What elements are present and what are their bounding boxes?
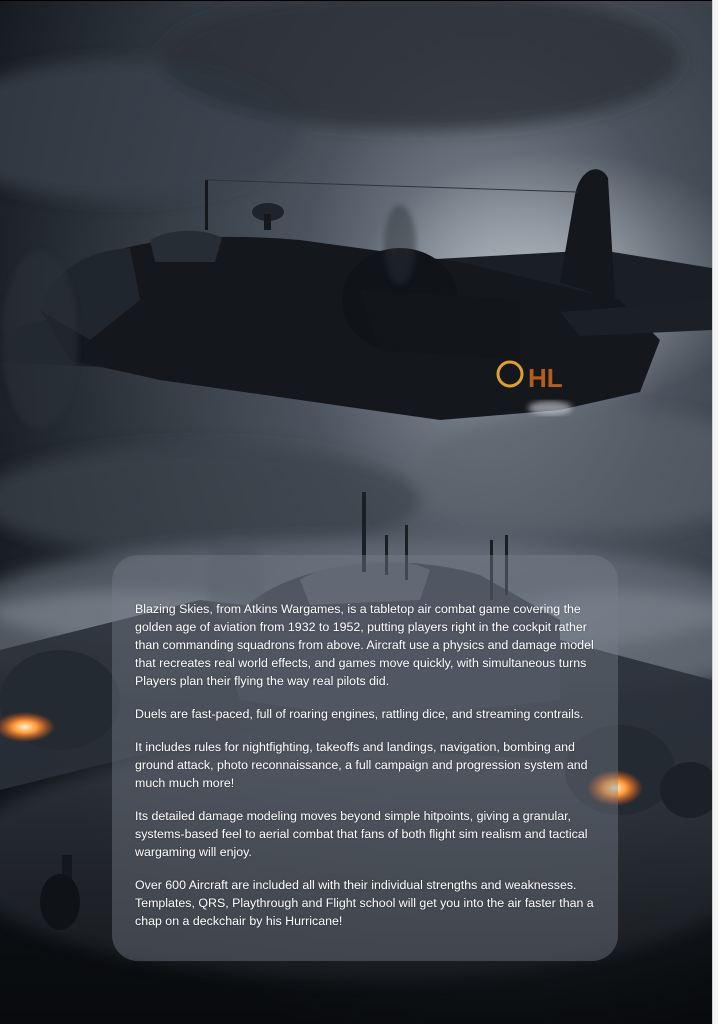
top-border: [0, 0, 712, 1]
description-paragraph-5: Over 600 Aircraft are included all with their individual strengths and weaknesses. Templates, QRS, Playthrough and Flight school will get you into the air faster than a chap on a deckchair by his Hurricane!: [135, 878, 594, 928]
description-paragraph-1: Blazing Skies, from Atkins Wargames, is a tabletop air combat game covering the golden age of aviation from 1932 to 1952, putting players right in the cockpit rather than commanding squadrons from above. Aircraft use a physics and damage model that recreates real world effects, and games move quickly, with simultaneous turns Players plan their flying the way real pilots did.: [135, 602, 594, 688]
description-paragraph-3: It includes rules for nightfighting, takeoffs and landings, navigation, bombing and ground attack, photo reconnaissance, a full campaign and progression system and much much more!: [135, 740, 588, 790]
description-paragraph-2: Duels are fast-paced, full of roaring engines, rattling dice, and streaming contrails.: [135, 707, 584, 721]
page-edge: [712, 0, 718, 1024]
svg-text:HL: HL: [528, 363, 563, 393]
description-panel: [112, 555, 618, 961]
description-paragraph-4: Its detailed damage modeling moves beyond simple hitpoints, giving a granular, systems-based feel to aerial combat that fans of both flight sim realism and tactical wargaming will enjoy.: [135, 809, 588, 859]
